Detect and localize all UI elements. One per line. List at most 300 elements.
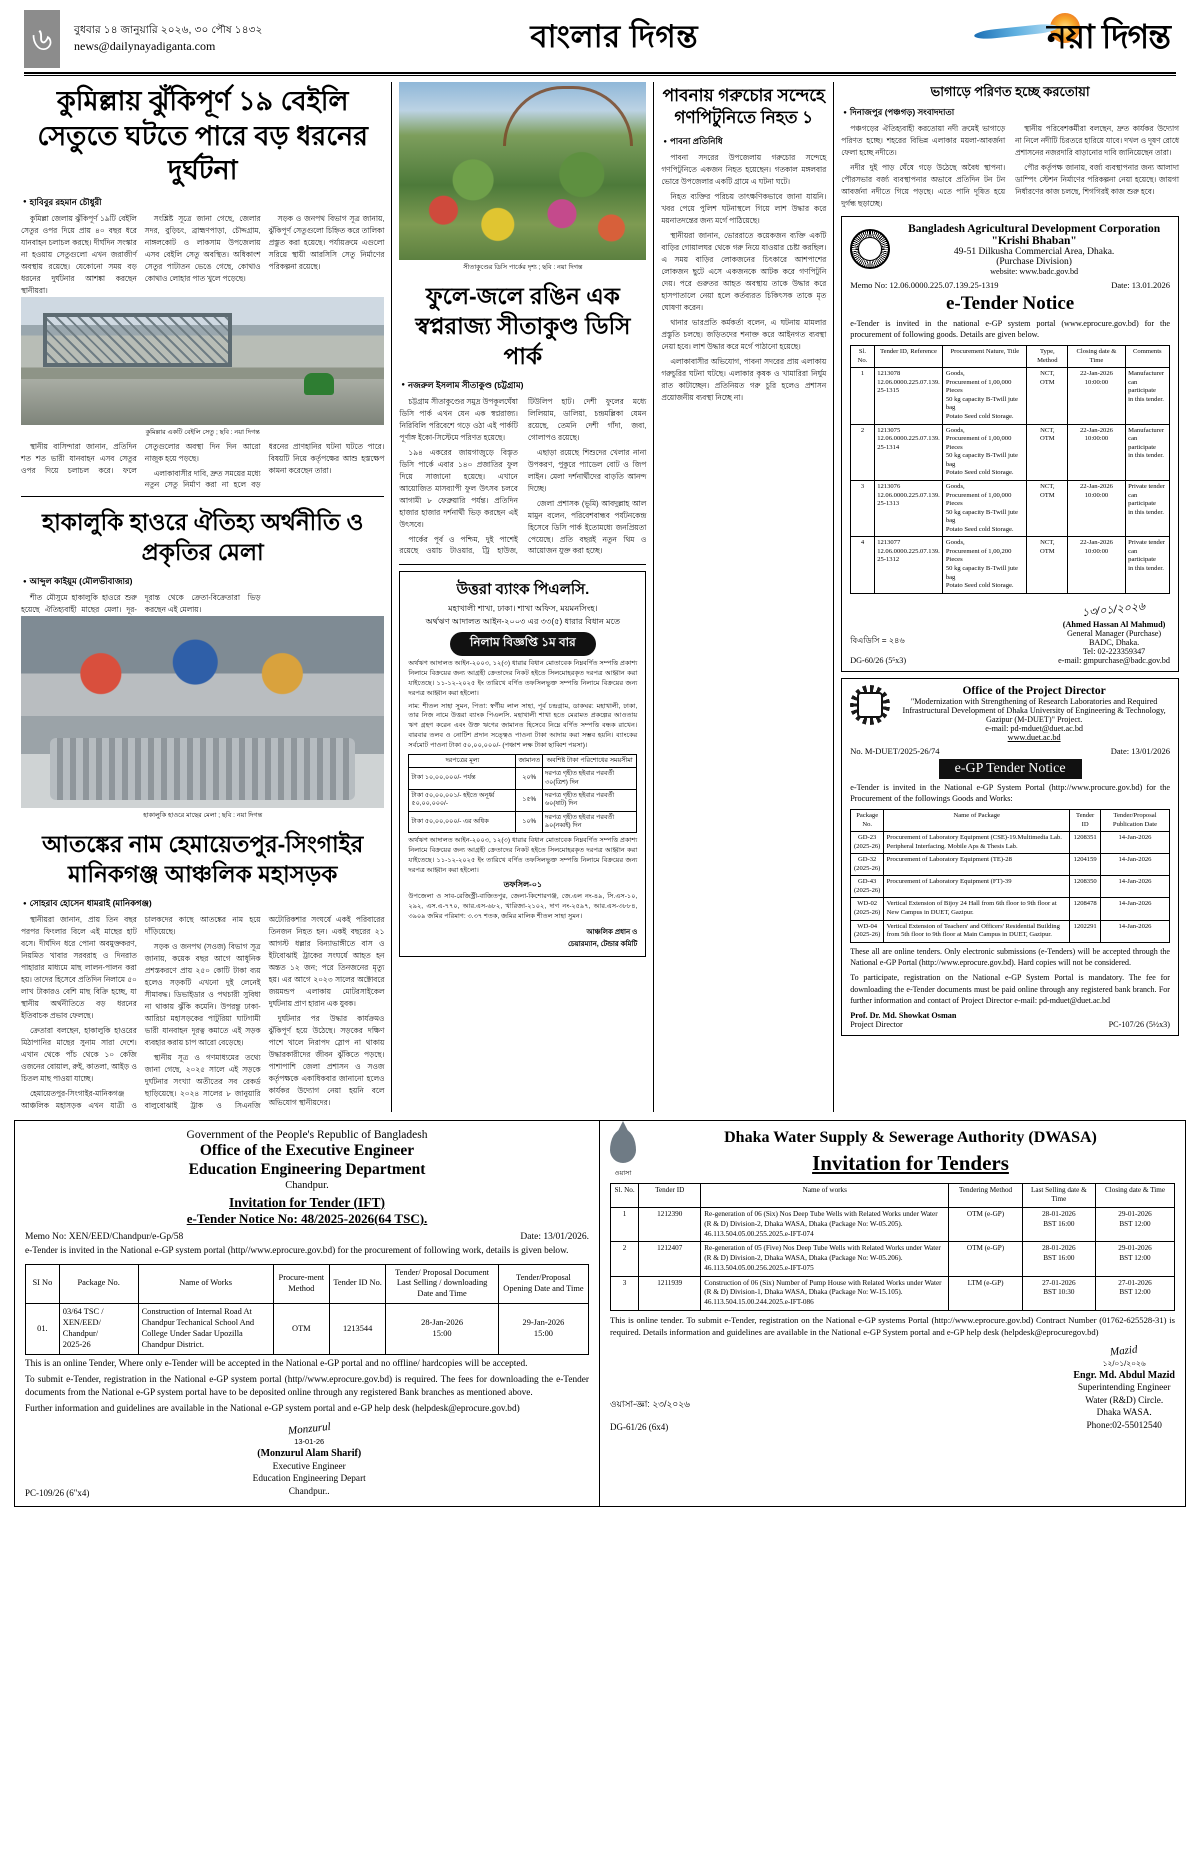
- cell-tender-id: 1202291: [1070, 920, 1101, 942]
- paragraph: পঞ্চগড়ের ঐতিহ্যবাহী করতোয়া নদী ক্রমেই ভাগাড়ে পরিণত হচ্ছে। শহরের বিভিন্ন এলাকার ময়লা-আবর্জনা ফেলা হচ্ছে নদীতে।: [841, 123, 1006, 157]
- column-2: [391, 82, 653, 1112]
- cell-pub-date: 14-Jan-2026: [1101, 898, 1170, 920]
- duet-package-table: [850, 809, 1170, 943]
- paragraph: ক্রেতারা বলছেন, হাকালুকি হাওরের মিঠাপানির মাছের সুনাম সারা দেশে। এখান থেকে পাঁচ থেকে ১০ কেজি ওজনের বোয়াল, রুই, কাতলা, আইড় ও চিতল মাছ পাওয়া যাচ্ছে।: [21, 1025, 137, 1083]
- masthead-meta: [74, 23, 262, 56]
- paragraph: জেলা প্রশাসক (ভূমি) আবদুল্লাহ আল মামুন বলেন, পরিবেশবান্ধব পর্যটনকেন্দ্র হিসেবে ডিসি পার্ক ইতোমধ্যে জনপ্রিয়তা পেয়েছে। প্রতি বছরই নতুন থিম ও আয়োজন যুক্ত করা হচ্ছে।: [527, 498, 647, 556]
- chandpur-place: Chandpur.: [285, 1179, 329, 1191]
- dwasa-signature-block: [1073, 1344, 1175, 1433]
- badc-division: (Purchase Division): [996, 256, 1072, 267]
- cell-tender-id: 1212407: [639, 1242, 701, 1276]
- paragraph: স্থানীয়রা জানান, প্রায় তিন বছর পরপর ফিংলার বিলে এই মাছের হাট বসে। দীর্ঘদিন ধরে পোনা অবমুক্তকরণ, নিয়মিত খাবার সরবরাহ ও দিনরাত পাহারার মাধ্যমে মাছ লালন-পালন করা হয়। তাদের হিসেবে প্রতিদিন নিলামে ৫০ লাখ টাকারও বেশি মাছ বিক্রি হচ্ছে, যা স্থানীয় অর্থনীতিতে বড় ধরনের ইতিবাচক প্রভাব ফেলছে।: [21, 915, 137, 1020]
- duet-website[interactable]: www.duet.ac.bd: [1007, 732, 1061, 742]
- section-title: বাংলার দিগন্ত: [530, 19, 699, 54]
- schedule-text: উপজেলা ও সাব-রেজিস্ট্রী-বাজিতপুর, জেলা-কিশোরগঞ্জ, জে.এল নং-৪৯, সি.এস-১০, ২৯২, এস.এ-৭৭০, আর.এস-৬৮২, খারিজা-২১০২, দাগ নং-২৫৯৭, আর.এস-৩৮৮৪, ৩৯০৯ জমির পরিমাণ: ৩.৩৭ শতক, জমির মালিক শীতল সাহা সুমন।: [408, 892, 638, 920]
- water-drop-icon: [610, 1129, 636, 1163]
- chandpur-date: Date: 13/01/2026.: [520, 1231, 589, 1242]
- cell-closing: 29-01-2026 BST 12:00: [1096, 1208, 1175, 1242]
- cell-nature: Goods, Procurement of 1,00,000 Pieces 50 kg capacity B-Twill jute bag Potato Seed cold Storage.: [943, 368, 1027, 424]
- egp-tender-badge: e-GP Tender Notice: [939, 759, 1082, 779]
- chandpur-notice-no: e-Tender Notice No: 48/2025-2026(64 TSC).: [186, 1210, 428, 1226]
- cell-sl: 1: [611, 1208, 639, 1242]
- cell-tender-id: 1208350: [1070, 876, 1101, 898]
- cell-deadline: দরপত্র গৃহীত হইবার পরবর্তী ৩০(ত্রিশ) দিন: [543, 768, 637, 790]
- th-sl: SI No: [26, 1264, 60, 1304]
- cell-nature: Goods, Procurement of 1,00,000 Pieces 50 kg capacity B-Twill jute bag Potato Seed cold Storage.: [943, 424, 1027, 480]
- badc-org-name: Bangladesh Agricultural Development Corporation: [908, 222, 1161, 235]
- ad-badc-tender: [841, 216, 1179, 672]
- chandpur-office-2: Education Engineering Department: [188, 1161, 426, 1179]
- table-row: [611, 1276, 1175, 1310]
- duet-memo-row: [850, 746, 1170, 756]
- column-4: [833, 82, 1186, 1112]
- badc-sign-name: (Ahmed Hassan Al Mahmud): [1062, 619, 1166, 629]
- ad-dwasa-tender: [600, 1120, 1186, 1507]
- badc-intro: e-Tender is invited in the national e-GP system portal (www.eprocure.gov.bd) for the procurement of following goods. Details are given below.: [850, 318, 1170, 340]
- photo-caption-park: সীতাকুণ্ডের ডিসি পার্কের দৃশ্য ; ছবি : নয়া দিগন্ত: [463, 264, 583, 271]
- th-nature: Procurement Nature, Title: [943, 346, 1027, 368]
- cell-comments: Manufacturer can participate in this tender.: [1125, 368, 1169, 424]
- publication-date: বুধবার ১৪ জানুয়ারি ২০২৬, ৩০ পৌষ ১৪৩২: [74, 23, 263, 36]
- table-header-row: [26, 1264, 589, 1304]
- badc-signature: ১৩/০১/২০২৬: [1081, 600, 1147, 619]
- cell-package-name: Procurement of Laboratory Equipment (CSE)-19.Multimedia Lab. Peripheral Interfacing. Mobile Aps & Thesis Lab.: [884, 832, 1070, 854]
- divider: [399, 564, 646, 565]
- dwasa-code: DG-61/26 (6x4): [610, 1422, 669, 1433]
- cell-sl: 01.: [26, 1304, 60, 1355]
- paragraph: থানার ভারপ্রতি কর্মকর্তা বলেন, এ ঘটনায় মামলার প্রস্তুতি চলছে। জড়িতদের শনাক্ত করে আইনগত ব্যবস্থা নেয়া হবে। লাশ উদ্ধার করে মর্গে পাঠানো হয়েছে।: [661, 317, 827, 351]
- badc-seal-icon: [850, 229, 890, 269]
- cell-tender-id: 1204159: [1070, 854, 1101, 876]
- cell-method: OTM (e-GP): [949, 1242, 1022, 1276]
- dwasa-title-block: [646, 1129, 1175, 1178]
- badc-bn-code: বিএডিসি = ২৪৬: [850, 635, 905, 645]
- cell-type: NCT, OTM: [1027, 424, 1068, 480]
- newspaper-logo: [966, 11, 1176, 67]
- auction-terms: অর্থঋণ আদালত আইন-২০০৩, ১২(৩) ধারার বিধান মোতাবেক নিম্নবর্ণিত সম্পত্তি প্রকাশ্য নিলামে বিক্রয়ের জন্য আগ্রহী ক্রেতাদের নিকট হইতে সিলমোহরকৃত দরপত্র আহ্বান করা যাইতেছে। ১১-১২-২০২৫ ইং তারিখে বর্ণিত তফসিলভুক্ত সম্পত্তি নিলামে বিক্রয়ের জন্য দরপত্র আহ্বান করা হইলো।: [408, 837, 638, 874]
- cell-works: Construction of Internal Road At Chandpur Techanical School And College Under Sadar Upozilla Chandpur District.: [138, 1304, 273, 1355]
- th-type: Type, Method: [1027, 346, 1068, 368]
- story-comilla-text-2: [21, 441, 384, 492]
- cell-package-no: GD-43 (2025-26): [851, 876, 884, 898]
- badc-sign-email[interactable]: e-mail: gmpurchase@badc.gov.bd: [1058, 655, 1170, 665]
- cell-price: টাকা ১০,০০,০০০/- পর্যন্ত: [409, 768, 516, 790]
- th-name-of-works: Name of Works: [138, 1264, 273, 1304]
- table-row: [851, 832, 1170, 854]
- th-last-selling: Tender/ Proposal Document Last Selling / downloading Date and Time: [386, 1264, 499, 1304]
- cell-package-name: Vertical Extension of Teachers' and Officers' Residential Building from 5th floor to 9th floor at Main Campus in DUET, Gazipur.: [884, 920, 1070, 942]
- page-number-badge: ৬: [24, 10, 60, 68]
- cell-works: Re-generation of 06 (Six) Nos Deep Tube Wells with Related Works under Water (R & D) Division-2, Dhaka WASA, Dhaka (Package No: W-05.205). 46.113.504.05.00.255.2025.e-IFT-074: [701, 1208, 949, 1242]
- dwasa-signature: Mazid: [1109, 1343, 1139, 1359]
- ad-chandpur-eed: [14, 1120, 600, 1507]
- cell-works: Re-generation of 05 (Five) Nos Deep Tube Wells with Related Works under Water (R & D) Division-2, Dhaka WASA, Dhaka (Package No: W-05.206). 46.113.504.05.00.256.2025.e-IFT-075: [701, 1242, 949, 1276]
- th-last-selling: Last Selling date & Time: [1022, 1183, 1095, 1207]
- table-row: [851, 424, 1170, 480]
- cell-closing: 29-01-2026 BST 12:00: [1096, 1242, 1175, 1276]
- pergola-arch: [503, 86, 633, 146]
- badc-signature-block: [1058, 600, 1170, 665]
- paragraph: স্থানীয় বাসিন্দারা জানান, প্রতিদিন শত শত ভারী যানবাহন এসব সেতুর ওপর দিয়ে চলাচল করে। ফলে সেতুগুলোর অবস্থা দিন দিন আরো নাজুক হয়ে পড়ছে।: [21, 441, 261, 475]
- headline-dc-park: ফুলে-জলে রঙিন এক স্বপ্নরাজ্য সীতাকুণ্ড ডিসি পার্ক: [415, 283, 631, 369]
- byline-highway: ● সোহরাব হোসেন ধামরাই (মানিকগঞ্জ): [21, 895, 384, 914]
- chandpur-intro: e-Tender is invited in the National e-GP system portal (http//www.eprocure.gov.bd) for the procurement of following work, details is given below.: [25, 1245, 569, 1256]
- th-tender-id: Tender ID No.: [329, 1264, 385, 1304]
- dwasa-note: This is online tender. To submit e-Tender, registration on the National e-GP systems Portal (http://www.eprocure.gov.bd) Contract Number (01762-625528-31) is required. Details information and guidelines are available in the National e-GP System portal and e-GP help desk (helpdesk@eprocuregov.bd): [610, 1314, 1175, 1337]
- duet-intro: e-Tender is invited in the National e-GP System Portal (http://www.procure.gov.bd) for the Procurement of the followings Goods and Works:: [850, 782, 1170, 804]
- cell-opening: 29-Jan-2026 15:00: [498, 1304, 588, 1355]
- bank-branch: মহাখালী শাখা, ঢাকা। শাখা অফিস, ময়মনসিংহ।: [448, 603, 598, 613]
- paragraph: স্থানীয় পরিবেশকর্মীরা বলছেন, দ্রুত কার্যকর উদ্যোগ না নিলে নদীটি চিরতরে হারিয়ে যাবে। দখল ও দূষণ রোধে প্রশাসনের নজরদারি বাড়ানোর দাবি জানিয়েছেন তারা।: [1015, 123, 1179, 157]
- th-sl: Sl. No.: [611, 1183, 639, 1207]
- th-pub-date: Tender/Proposal Publication Date: [1101, 809, 1170, 831]
- cell-last-selling: 28-Jan-2026 15:00: [386, 1304, 499, 1355]
- gear-icon: [850, 685, 890, 725]
- duet-header: [850, 685, 1170, 742]
- th-tender-id: Tender ID: [1070, 809, 1101, 831]
- cell-closing: 27-01-2026 BST 12:00: [1096, 1276, 1175, 1310]
- headline-karatoa: ভাগাড়ে পরিণত হচ্ছে করতোয়া: [930, 84, 1090, 99]
- cell-pub-date: 14-Jan-2026: [1101, 832, 1170, 854]
- headline-pabna: পাবনায় গরুচোর সন্দেহে গণপিটুনিতে নিহত ১: [662, 86, 825, 128]
- th-opening: Tender/Proposal Opening Date and Time: [498, 1264, 588, 1304]
- cell-closing: 22-Jan-2026 10:00:00: [1068, 537, 1125, 593]
- cell-last-selling: 28-01-2026 BST 16:00: [1022, 1208, 1095, 1242]
- paragraph: পৌর কর্তৃপক্ষ জানায়, বর্জ্য ব্যবস্থাপনার জন্য আলাদা ডাম্পিং স্টেশন নির্মাণের পরিকল্পনা নেয়া হয়েছে। জায়গা নির্ধারণের কাজ চলছে, শিগগিরই কাজ শুরু হবে।: [1015, 162, 1179, 196]
- story-park-text: [399, 396, 646, 559]
- paragraph: সড়ক ও জনপথ বিভাগ সূত্র জানায়, ঝুঁকিপূর্ণ সেতুগুলো চিহ্নিত করে তালিকা প্রস্তুত করা হয়েছে। পর্যায়ক্রমে এগুলো সরিয়ে স্থায়ী আরসিসি সেতু নির্মাণের পরিকল্পনা রয়েছে।: [268, 213, 385, 271]
- chandpur-memo-row: [25, 1232, 589, 1242]
- badc-org-block: [898, 223, 1170, 276]
- chandpur-footer: [25, 1422, 589, 1498]
- cell-closing: 22-Jan-2026 10:00:00: [1068, 480, 1125, 536]
- badc-date: Date: 13.01.2026: [1111, 279, 1170, 290]
- swoosh-icon: [974, 23, 1058, 41]
- byline-pabna: ● পাবনা প্রতিনিধি: [661, 133, 826, 152]
- th-tender-id: Tender ID: [639, 1183, 701, 1207]
- paragraph: স্থানীয়রা জানান, ভোররাতে কয়েকজন ব্যক্তি একটি বাড়ির গোয়ালঘর থেকে গরু নিয়ে যাওয়ার চেষ্টা করছিল। এ সময় বাড়ির লোকজনের চিৎকারে আশপাশের লোকজন ছুটে এসে একজনকে আটক করে গণপিটুনি দেয়। পরে গুরুতর আহত অবস্থায় তাকে উদ্ধার করে হাসপাতালে নেয়া হলে কর্তব্যরত চিকিৎসক তাকে মৃত ঘোষণা করেন।: [661, 231, 827, 312]
- th-name-of-works: Name of works: [701, 1183, 949, 1207]
- auction-table: [408, 754, 637, 833]
- chandpur-gov-line: Government of the People's Republic of Bangladesh: [186, 1128, 428, 1141]
- paragraph: পাবনা সদরের উপজেলায় গরুচোর সন্দেহে গণপিটুনিতে একজন নিহত হয়েছেন। গতকাল মঙ্গলবার ভোরে উপজেলার একটি গ্রামে এ ঘটনা ঘটে।: [661, 153, 827, 187]
- badc-address: 49-51 Dilkusha Commercial Area, Dhaka.: [953, 246, 1115, 257]
- story-comilla-text: [21, 213, 384, 297]
- dwasa-sign-role-1: Superintending Engineer: [1077, 1383, 1171, 1394]
- cell-last-selling: 27-01-2026 BST 10:30: [1022, 1276, 1095, 1310]
- bank-name: উত্তরা ব্যাংক পিএলসি.: [456, 580, 590, 598]
- chandpur-sign-name: (Monzurul Alam Sharif): [257, 1448, 362, 1459]
- paragraph: দুর্ঘটনার পর উদ্ধার কার্যক্রমও ঝুঁকিপূর্ণ হয়ে উঠেছে। সড়কের দক্ষিণ পাশে খালে নিরাপদ স্লোপ না থাকায় উদ্ধারকারীদের জীবন ঝুঁকিতে পড়ছে। পাশাপাশি জেলা প্রশাসন ও সওজ কর্তৃপক্ষকে একাধিকবার জানানো হলেও কার্যকর উদ্যোগ নেয়া হয়নি বলে অভিযোগ স্থানীয়দের।: [268, 1013, 385, 1107]
- fish-pile: [50, 738, 355, 800]
- paragraph: এলাকাবাসীর অভিযোগ, পাবনা সদরের প্রায় এলাকায় গরুচুরির ঘটনা ঘটছে। এলাকার কৃষক ও খামারিরা নির্ঘুম রাত কাটাচ্ছেন। প্রতিনিয়ত গরু চুরি হলেও প্রশাসন প্রয়োজনীয় ব্যবস্থা নিচ্ছে না।: [661, 356, 827, 402]
- table-header-row: [611, 1183, 1175, 1207]
- dwasa-logo-label: ওয়াসা: [614, 1169, 632, 1177]
- paragraph: ১৯৪ একরের জায়গাজুড়ে বিস্তৃত ডিসি পার্কে এবার ১৪০ প্রজাতির ফুল দিয়ে সাজানো হয়েছে। এখানে আয়োজিত মাসব্যাপী ফুল উৎসব চলবে আগামী ৮ ফেব্রুয়ারি পর্যন্ত। প্রতিদিন হাজার হাজার দর্শনার্থী ভিড় করছেন এই উৎসবে।: [399, 447, 518, 529]
- cell-works: Construction of 06 (Six) Number of Pump House with Related Works under Water (R & D) Division-1, Dhaka WASA, Dhaka (Package No: W-15.105). 46.113.504.15.00.244.2025.e-IFT-086: [701, 1276, 949, 1310]
- cell-closing: 22-Jan-2026 10:00:00: [1068, 424, 1125, 480]
- paragraph: চট্টগ্রাম সীতাকুণ্ডের সমুদ্র উপকূলঘেঁষা ডিসি পার্ক এখন যেন এক স্বপ্নরাজ্য। নিরিবিলি পরিবেশে গড়ে ওঠা এই পার্কটি পূর্ণাঙ্গ ইকো-সিস্টেমে পরিণত হয়েছে।: [399, 396, 518, 442]
- contact-email: news@dailynayadiganta.com: [74, 38, 216, 53]
- vehicle-shape: [304, 373, 334, 395]
- cell-type: NCT, OTM: [1027, 480, 1068, 536]
- cell-package-no: GD-32 (2025-26): [851, 854, 884, 876]
- col-price: দরপত্রের মূল্য: [409, 754, 516, 767]
- cell-package-no: GD-23 (2025-26): [851, 832, 884, 854]
- chandpur-office-1: Office of the Executive Engineer: [199, 1141, 415, 1159]
- chandpur-tender-table: [25, 1264, 589, 1355]
- byline-karatoa: ● দিনাজপুর (পঞ্চগড়) সংবাদদাতা: [841, 104, 1179, 123]
- chandpur-note-3: Further information and guidelines are available in the National e-GP system portal and e-GP help desk (helpdesk@eprocure.gov.bd): [25, 1404, 520, 1415]
- table-row: [26, 1304, 589, 1355]
- cell-type: NCT, OTM: [1027, 537, 1068, 593]
- dwasa-heading: Invitation for Tenders: [812, 1151, 1009, 1176]
- photo-bailey-bridge: [21, 297, 384, 425]
- cell-closing: 22-Jan-2026 10:00:00: [1068, 368, 1125, 424]
- masthead: [10, 0, 1190, 72]
- th-package-no: Package No.: [59, 1264, 138, 1304]
- auction-signature-role2: চেয়ারম্যান, টেন্ডার কমিটি: [568, 940, 638, 948]
- table-row: [851, 480, 1170, 536]
- table-row: [611, 1208, 1175, 1242]
- dwasa-org-title: Dhaka Water Supply & Sewerage Authority (DWASA): [724, 1129, 1097, 1147]
- chandpur-signature: Monzurul: [287, 1420, 332, 1438]
- headline-comilla-bridges: কুমিল্লায় ঝুঁকিপূর্ণ ১৯ বেইলি সেতুতে ঘটতে পারে বড় ধরনের দুর্ঘটনা: [37, 86, 369, 186]
- table-header-row: [851, 346, 1170, 368]
- duet-email[interactable]: e-mail: pd-mduet@duet.ac.bd: [985, 723, 1084, 733]
- masthead-divider-2: [24, 75, 1176, 76]
- byline-park: ● নজরুল ইসলাম সীতাকুণ্ড (চট্টগ্রাম): [399, 377, 646, 396]
- badc-memo: Memo No: 12.06.0000.225.07.139.25-1319: [850, 279, 999, 290]
- dwasa-footer: [610, 1344, 1175, 1433]
- chandpur-note-2: To submit e-Tender, registration in the National e-GP system portal (http//www.eprocure.gov.bd) is required. The fees for downloading the e-Tender documents from the National e-GP system portal have to be deposited online through any registered Bank branches as mentioned above.: [25, 1374, 589, 1398]
- cell-deposit: ১০%: [516, 811, 543, 833]
- cell-comments: Manufacturer can participate in this tender.: [1125, 424, 1169, 480]
- dwasa-sign-role-2: Water (R&D) Circle.: [1085, 1395, 1164, 1406]
- photo-dc-park: [399, 82, 646, 260]
- cell-tender-id: 1208478: [1070, 898, 1101, 920]
- story-karatoa-text: [841, 123, 1179, 210]
- duet-footer: [850, 1011, 1170, 1029]
- chandpur-memo: Memo No: XEN/EED/Chandpur/e-Gp/58: [25, 1231, 184, 1242]
- cell-package-no: 03/64 TSC / XEN/EED/ Chandpur/ 2025-26: [59, 1304, 138, 1355]
- duet-date: Date: 13/01/2026: [1110, 745, 1170, 756]
- badc-sign-tel: Tel: 02-223359347: [1082, 646, 1146, 656]
- chandpur-ift-title: Invitation for Tender (IFT): [229, 1194, 385, 1210]
- cell-package-no: WD-02 (2025-26): [851, 898, 884, 920]
- badc-dg-code: DG-60/26 (5⁵x3): [850, 655, 907, 665]
- chandpur-sign-role-3: Chandpur..: [288, 1486, 330, 1497]
- dwasa-sign-phone: Phone:02-55012540: [1086, 1420, 1162, 1431]
- auction-header: [408, 578, 637, 659]
- badc-memo-row: [850, 280, 1170, 290]
- cell-comments: Private tender can participate in this tender.: [1125, 480, 1169, 536]
- table-row: [851, 368, 1170, 424]
- photo-fish-market: [21, 616, 384, 808]
- cell-tender-id: 1213075 12.06.0000.225.07.139. 25-1314: [874, 424, 943, 480]
- th-tender-id: Tender ID, Reference: [874, 346, 943, 368]
- cell-last-selling: 28-01-2026 BST 16:00: [1022, 1242, 1095, 1276]
- badc-building: "Krishi Bhaban": [991, 234, 1077, 247]
- duet-office: Office of the Project Director: [962, 684, 1106, 697]
- logo-text: নয়া দিগন্ত: [1046, 18, 1170, 55]
- paragraph: সড়ক ও জনপথ (সওজ) বিভাগ সূত্র জানায়, কয়েক বছর আগে আধুনিক প্রশস্তকরণে প্রায় ২৫০ কোটি টাকা ব্যয় হলেও সড়কটি এখনো দুই লেনেই সীমাবদ্ধ। ডিভাইডার ও পথচারী সুবিধা না থাকায় ঝুঁকি কমেনি। উপরন্তু ঢাকা-আরিচা মহাসড়কের পাটুরিয়া ঘাটগামী ভারী যানবাহন দূরত্ব কমাতে এই সড়ক ব্যবহার করায় চাপ আরো বেড়েছে।: [144, 941, 261, 1047]
- cell-package-name: Procurement of Laboratory Equipment (TE)-28: [884, 854, 1070, 876]
- bank-act: অর্থঋণ আদালত আইন-২০০৩ এর ৩৩(৫) ধারার বিধান মতে: [425, 616, 621, 626]
- schedule-title: তফসিল-০১: [503, 879, 543, 889]
- ad-uttara-bank-auction: [399, 571, 646, 957]
- chandpur-note-1: This is an online Tender, Where only e-Tender will be accepted in the National e-GP portal and no offline/ hardcopies will be accepted.: [25, 1358, 528, 1369]
- chandpur-sign-role-2: Education Engineering Depart: [252, 1474, 366, 1485]
- cell-deadline: দরপত্র গৃহীত হইবার পরবর্তী ৯০(নব্বই) দিন: [543, 811, 637, 833]
- th-package-no: Package No.: [851, 809, 884, 831]
- dwasa-memo: ওয়াসা-জ্ঞা: ২৩/২০২৬: [610, 1399, 690, 1410]
- headline-highway: আতঙ্কের নাম হেমায়েতপুর-সিংগাইর মানিকগঞ্জ আঞ্চলিক মহাসড়ক: [42, 831, 364, 888]
- cell-package-no: WD-04 (2025-26): [851, 920, 884, 942]
- cell-tender-id: 1213076 12.06.0000.225.07.139. 25-1313: [874, 480, 943, 536]
- duet-code: PC-107/26 (5½x3): [1108, 1019, 1170, 1029]
- paragraph: নদীর দুই পাড় ঘেঁষে গড়ে উঠেছে অবৈধ স্থাপনা। পৌরসভার বর্জ্য ব্যবস্থাপনার অভাবে প্রতিদিন টন টন আবর্জনা নদীতে গিয়ে পড়ছে। এতে পানি দূষিত হয়ে দুর্গন্ধ ছড়াচ্ছে।: [841, 162, 1006, 208]
- chandpur-signature-block: [253, 1422, 366, 1498]
- cell-package-name: Procurement of Laboratory Equipment (FT)-39: [884, 876, 1070, 898]
- cell-pub-date: 14-Jan-2026: [1101, 920, 1170, 942]
- dwasa-header: [610, 1129, 1175, 1179]
- masthead-divider: [24, 72, 1176, 74]
- table-row: [851, 898, 1170, 920]
- cell-deposit: ২০%: [516, 768, 543, 790]
- paragraph: এলাকাবাসীর দাবি, দ্রুত সময়ের মধ্যে নতুন সেতু নির্মাণ করা না হলে বড় ধরনের প্রাণহানির ঘটনা ঘটতে পারে। বিষয়টি নিয়ে কর্তৃপক্ষের আশু হস্তক্ষেপ কামনা করেছেন তারা।: [144, 441, 385, 490]
- duet-note-1: These all are online tenders. Only electronic submissions (e-Tenders) will be accepted through the National e-GP Portal (http://www.eprocure.gov.bd). Hard copies will not be considered.: [850, 946, 1170, 968]
- th-closing: Closing date & Time: [1068, 346, 1125, 368]
- chandpur-code: PC-109/26 (6"x4): [25, 1488, 90, 1499]
- cell-nature: Goods, Procurement of 1,00,200 Pieces 50 kg capacity B-Twill jute bag Potato Seed cold Storage.: [943, 537, 1027, 593]
- badc-notice-title: e-Tender Notice: [945, 292, 1075, 314]
- th-comments: Comments: [1125, 346, 1169, 368]
- table-row: [409, 789, 637, 811]
- cell-tender-id: 1208351: [1070, 832, 1101, 854]
- cell-sl: 3: [611, 1276, 639, 1310]
- duet-project: "Modernization with Strengthening of Research Laboratories and Required Infrastructural Development of Dhaka University of Engineering & Technology, Gazipur (M-DUET)" Project.: [902, 696, 1166, 724]
- paragraph: স্থানীয় সূত্র ও গণমাধ্যমের তথ্যে জানা গেছে, ২০২৫ সালে এই সড়কে দুর্ঘটনার সংখ্যা অতীতের সব রেকর্ড ছাড়িয়েছে। ২০২৪ সালের ৮ জানুয়ারি বালুবোঝাই ট্রাক ও সিএনজি অটোরিকশার সংঘর্ষে একই পরিবারের তিনজন নিহত হন। একই বছরের ২১ আগস্ট ধল্লার বিন্যাভাঙ্গীতে বাস ও ইটবোঝাই ট্রাকের সংঘর্ষে আহত হন অন্তত ১২ জন; পরে তিনজনের মৃত্যু হয়। এর আগে ২০২৩ সালের অক্টোবরে জয়মন্ডপ এলাকায় মোটরসাইকেল দুর্ঘটনায় প্রাণ হারান এক যুবক।: [144, 915, 385, 1110]
- table-row: [409, 768, 637, 790]
- cell-sl: 3: [851, 480, 874, 536]
- ad-duet-tender: [841, 678, 1179, 1036]
- th-sl: Sl. No.: [851, 346, 874, 368]
- table-row: [611, 1242, 1175, 1276]
- th-closing: Closing date & Time: [1096, 1183, 1175, 1207]
- duet-badge-wrap: [850, 759, 1170, 779]
- table-row: [851, 537, 1170, 593]
- cell-tender-id: 1213544: [329, 1304, 385, 1355]
- table-row: [851, 876, 1170, 898]
- photo-caption-fish: হাকালুকি হাওরে মাছের মেলা ; ছবি : নয়া দিগন্ত: [143, 812, 263, 820]
- duet-sign-name: Prof. Dr. Md. Showkat Osman: [850, 1010, 957, 1020]
- cell-method: OTM: [273, 1304, 329, 1355]
- cell-deposit: ১৫%: [516, 789, 543, 811]
- table-row: [409, 811, 637, 833]
- dwasa-sign-name: Engr. Md. Abdul Mazid: [1073, 1369, 1175, 1381]
- badc-header: [850, 223, 1170, 276]
- auction-case: নাম: শীতল সাহা সুমন, পিতা: স্বর্গীয় লাল সাহা, পূর্ব চন্দ্রগ্রাম, ডাকঘর: মহাখালী, ঢাকা, তার নিজ নামে উত্তরা ব্যাংক পিএলসি. মহাখালী শাখা হতে মেরামত প্রকল্পের আওতায় ঋণ গ্রহণ করেন এবং উক্ত ঋণের জামানত হিসেবে নিম্নে বর্ণিত সম্পত্তি বন্ধক রাখেন। বারবার তলব ও নোটিশ প্রদান সত্ত্বেও পাওনা টাকা আদায় করা সম্ভব হয়নি। ব্যাংকের সর্বমোট পাওনা টাকা ৫০,০০,০০০/- (পঞ্চাশ লক্ষ টাকা ছাব্বিশ পয়সা)।: [408, 702, 638, 750]
- th-method: Procure-ment Method: [273, 1264, 329, 1304]
- cell-price: টাকা ৫০,০০,০০১/- হইতে অনূর্ধ্ব ৫০,০০,০০০/-: [409, 789, 516, 811]
- cell-type: NCT, OTM: [1027, 368, 1068, 424]
- table-row: [851, 854, 1170, 876]
- story-haor-text: [21, 592, 384, 616]
- badc-tender-table: [850, 345, 1170, 594]
- paragraph: কুমিল্লা জেলায় ঝুঁকিপূর্ণ ১৯টি বেইলি সেতুর ওপর দিয়ে প্রায় ৪০ বছর ধরে যানবাহন চলাচল করছে। দীর্ঘদিন সংস্কার না হওয়ায় সেতুগুলো এখন জরাজীর্ণ অবস্থায় রয়েছে। যেকোনো সময় বড় ধরনের দুর্ঘটনার আশঙ্কা করছেন স্থানীয়রা।: [21, 213, 137, 295]
- photo-caption-bridge: কুমিল্লার একটি বেইলি সেতু ; ছবি : নয়া দিগন্ত: [145, 428, 260, 436]
- th-package-name: Name of Package: [884, 809, 1070, 831]
- auction-signature-role1: আঞ্চলিক প্রধান ও: [586, 928, 638, 936]
- badc-sign-role1: General Manager (Purchase): [1067, 628, 1162, 638]
- bridge-truss: [43, 313, 232, 367]
- cell-pub-date: 14-Jan-2026: [1101, 854, 1170, 876]
- paragraph: পার্কের পূর্ব ও পশ্চিম, দুই পাশেই রয়েছে ওয়াচ টাওয়ার, ট্রি হাউজ, টিউলিপ হাট। দেশী ফুলের মধ্যে লিলিয়াম, ডালিয়া, চন্দ্রমল্লিকা যেমন রয়েছে, তেমনি দেশী গাঁদা, জবা, গোলাপও রয়েছে।: [399, 396, 647, 556]
- cell-sl: 1: [851, 368, 874, 424]
- badc-sign-role2: BADC, Dhaka.: [1088, 637, 1140, 647]
- dwasa-logo: [610, 1129, 636, 1179]
- byline-comilla: ● হাবিবুর রহমান চৌধুরী: [21, 194, 384, 213]
- badc-website[interactable]: website: www.badc.gov.bd: [990, 266, 1079, 276]
- cell-nature: Goods, Procurement of 1,00,000 Pieces 50 kg capacity B-Twill jute bag Potato Seed cold Storage.: [943, 480, 1027, 536]
- divider: [21, 496, 384, 497]
- cell-sl: 4: [851, 537, 874, 593]
- column-1: [14, 82, 391, 1112]
- dwasa-sign-role-3: Dhaka WASA.: [1096, 1408, 1152, 1419]
- cell-pub-date: 14-Jan-2026: [1101, 876, 1170, 898]
- cell-tender-id: 1212390: [639, 1208, 701, 1242]
- cell-tender-id: 1211939: [639, 1276, 701, 1310]
- content-grid: [10, 82, 1190, 1112]
- table-header-row: [409, 754, 637, 767]
- paragraph: নিহত ব্যক্তির পরিচয় তাৎক্ষণিকভাবে জানা যায়নি। খবর পেয়ে পুলিশ ঘটনাস্থলে গিয়ে লাশ উদ্ধার করে ময়নাতদন্তের জন্য মর্গে পাঠিয়েছে।: [661, 192, 827, 226]
- duet-org-block: [898, 685, 1170, 742]
- paragraph: হেমায়েতপুর-সিংগাইর-মানিকগঞ্জ আঞ্চলিক মহাসড়ক এখন যাত্রী ও চালকদের কাছে আতঙ্কের নাম হয়ে দাঁড়িয়েছে।: [21, 915, 261, 1110]
- duet-signature-block: [850, 1011, 956, 1029]
- bottom-advert-band: [10, 1120, 1190, 1507]
- dwasa-tender-table: [610, 1183, 1175, 1311]
- duet-sign-role: Project Director: [850, 1019, 903, 1029]
- cell-sl: 2: [851, 424, 874, 480]
- cell-package-name: Vertical Extension of Bijoy 24 Hall from 6th floor to 9th floor at New Campus in DUET, Gazipur.: [884, 898, 1070, 920]
- cell-deadline: দরপত্র গৃহীত হইবার পরবর্তী ৬০(ষাট) দিন: [543, 789, 637, 811]
- byline-haor: ● আব্দুল কাইয়ূম (মৌলভীবাজার): [21, 573, 384, 592]
- dwasa-left-footer: [610, 1397, 690, 1432]
- paragraph: শীত মৌসুমে হাকালুকি হাওরে শুরু হয়েছে ঐতিহ্যবাহী মাছের মেলা। দূর-দূরান্ত থেকে ক্রেতা-বিক্রেতারা ভিড় করছেন এই মেলায়।: [21, 593, 261, 615]
- dwasa-sign-date: ১২/০১/২০২৬: [1102, 1358, 1146, 1368]
- col-deadline: অবশিষ্ট টাকা পরিশোধের সময়সীমা: [543, 754, 637, 767]
- duet-memo: No. M-DUET/2025-26/74: [850, 745, 940, 756]
- auction-intro: অর্থঋণ আদালত আইন-২০০৩, ১২(৩) ধারার বিধান মোতাবেক নিম্নবর্ণিত সম্পত্তি প্রকাশ্য নিলামে বিক্রয়ের জন্য আগ্রহী ক্রেতাদের নিকট হইতে সিলমোহরকৃত দরপত্র আহ্বান করা যাইতেছে। ১১-১২-২০২৫ ইং তারিখে বর্ণিত তফসিলভুক্ত সম্পত্তি নিলামে বিক্রয়ের জন্য দরপত্র আহ্বান করা হইলো।: [408, 659, 638, 697]
- cell-method: OTM (e-GP): [949, 1208, 1022, 1242]
- auction-badge: নিলাম বিজ্ঞপ্তি ১ম বার: [450, 632, 596, 656]
- table-header-row: [851, 809, 1170, 831]
- cell-method: LTM (e-GP): [949, 1276, 1022, 1310]
- chandpur-sign-role-1: Executive Engineer: [272, 1461, 346, 1472]
- badc-footer: [850, 600, 1170, 665]
- cell-sl: 2: [611, 1242, 639, 1276]
- col-deposit: জামানত: [516, 754, 543, 767]
- badc-left-footer: [850, 635, 906, 665]
- table-row: [851, 920, 1170, 942]
- paragraph: এছাড়া রয়েছে শিশুদের খেলার নানা উপকরণ, পুকুরে প্যাডেল বোট ও জিপ লাইন। মেলা দর্শনার্থীদের বাড়তি আনন্দ দিচ্ছে।: [527, 447, 647, 493]
- cell-tender-id: 1213078 12.06.0000.225.07.139. 25-1315: [874, 368, 943, 424]
- story-highway-text: [21, 914, 384, 1112]
- cell-tender-id: 1213077 12.06.0000.225.07.139. 25-1312: [874, 537, 943, 593]
- column-3: [653, 82, 833, 1112]
- cell-comments: Private tender can participate in this tender.: [1125, 537, 1169, 593]
